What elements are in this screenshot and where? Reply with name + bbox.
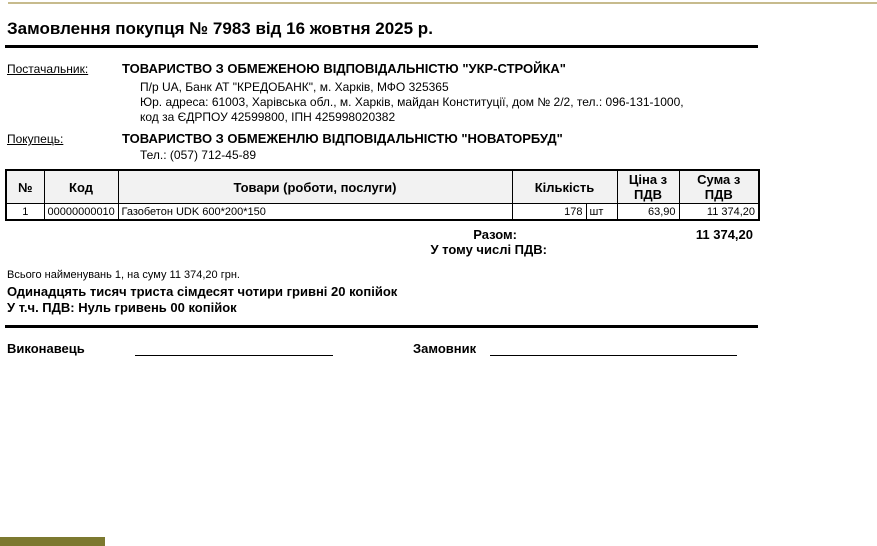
table-header-row [6, 170, 759, 204]
summary-amount-words: Одинадцять тисяч триста сімдесят чотири гривні 20 копійок [7, 284, 398, 299]
top-edge-line [8, 2, 877, 4]
supplier-address-line: Юр. адреса: 61003, Харівська обл., м. Харків, майдан Конституції, дом № 2/2, тел.: 096-131-1000, [140, 95, 684, 109]
title-underline [5, 45, 758, 48]
table-row [6, 204, 759, 221]
buyer-phone: Тел.: (057) 712-45-89 [140, 148, 256, 162]
cell-sum: 11 374,20 [679, 204, 759, 221]
executor-label: Виконавець [7, 341, 85, 356]
cell-code: 00000000010 [44, 204, 118, 221]
supplier-bank-line: П/р UA, Банк АТ "КРЕДОБАНК", м. Харків, МФО 325365 [140, 80, 449, 94]
supplier-label: Постачальник: [7, 62, 89, 76]
cell-price: 63,90 [617, 204, 679, 221]
buyer-name: ТОВАРИСТВО З ОБМЕЖЕНЛЮ ВІДПОВІДАЛЬНІСТЮ "НОВАТОРБУД" [122, 131, 563, 146]
cell-num: 1 [6, 204, 44, 221]
totals-value: 11 374,20 [695, 227, 753, 242]
header-num: № [6, 170, 44, 204]
cell-qty: 178 [512, 204, 586, 221]
customer-label: Замовник [413, 341, 477, 356]
supplier-name: ТОВАРИСТВО З ОБМЕЖЕНОЮ ВІДПОВІДАЛЬНІСТЮ "УКР-СТРОЙКА" [122, 61, 566, 76]
customer-signature-line [490, 355, 737, 356]
header-sum: Сума з ПДВ [679, 170, 759, 204]
items-table [5, 169, 760, 221]
summary-items-count: Всього найменувань 1, на суму 11 374,20 грн. [7, 269, 240, 281]
page-title: Замовлення покупця № 7983 від 16 жовтня 2025 р. [7, 19, 433, 38]
header-price: Ціна з ПДВ [617, 170, 679, 204]
vat-label: У тому числі ПДВ: [430, 242, 547, 257]
totals-label: Разом: [473, 227, 517, 242]
summary-vat-words: У т.ч. ПДВ: Нуль гривень 00 копійок [7, 300, 237, 315]
buyer-label: Покупець: [7, 132, 64, 146]
header-qty: Кількість [512, 170, 617, 204]
bottom-left-bar [0, 537, 105, 546]
separator-line [5, 325, 758, 328]
cell-unit: шт [586, 204, 617, 221]
header-code: Код [44, 170, 118, 204]
cell-goods: Газобетон UDK 600*200*150 [118, 204, 512, 221]
supplier-codes-line: код за ЄДРПОУ 42599800, ІПН 425998020382 [140, 110, 396, 124]
header-goods: Товари (роботи, послуги) [118, 170, 512, 204]
executor-signature-line [135, 355, 333, 356]
